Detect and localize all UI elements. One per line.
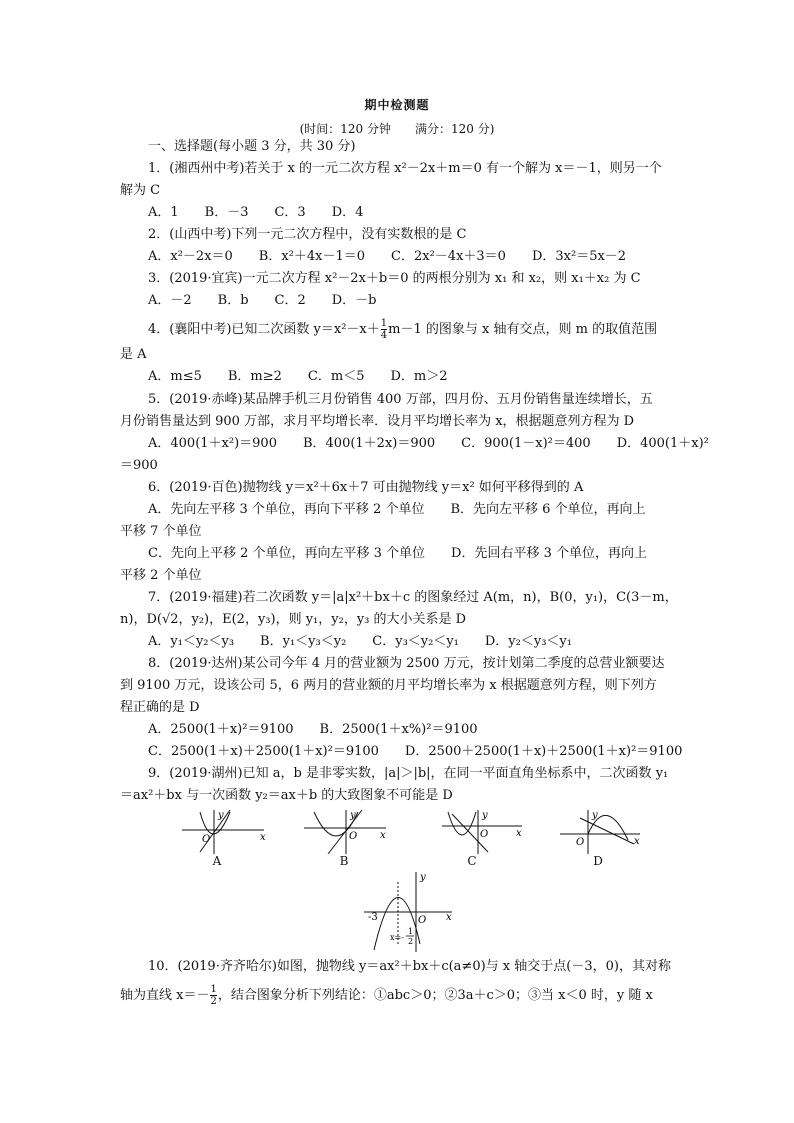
graph-c-label: C [467, 854, 477, 868]
graph-q10-sym-den: 2 [408, 937, 414, 946]
q7-stem-cont: n)，D(√2，y₂)，E(2，y₃)，则 y₁，y₂，y₃ 的大小关系是 D [120, 612, 467, 627]
graph-q10-y-label: y [420, 872, 426, 883]
q4-stem-cont: 是 A [120, 347, 147, 362]
q4-fraction [381, 318, 387, 341]
q1-options: A．1 B．－3 C．3 D．4 [148, 205, 364, 220]
q6-stem: 6．(2019·百色)抛物线 y＝x²＋6x＋7 可由抛物线 y＝x² 如何平移得到的 A [148, 480, 584, 495]
graph-c-origin: O [480, 829, 489, 840]
graph-a-line [200, 810, 230, 852]
graph-b [300, 808, 392, 856]
q10-stem: 10．(2019·齐齐哈尔)如图，抛物线 y＝ax²＋bx＋c(a≠0)与 x 轴交于点(－3，0)，其对称 [148, 959, 671, 974]
graph-d-label: D [593, 854, 603, 868]
graph-a-x-label: x [260, 832, 266, 843]
graph-c-parabola [448, 812, 476, 835]
q9-stem-cont: ＝ax²＋bx 与一次函数 y₂＝ax＋b 的大致图象不可能是 D [120, 788, 453, 803]
graph-c-y-label: y [482, 810, 488, 821]
q4-frac-num: 1 [380, 318, 388, 329]
section-heading: 一、选择题(每小题 3 分，共 30 分) [148, 139, 356, 154]
q8-stem: 8．(2019·达州)某公司今年 4 月的营业额为 2500 万元，按计划第二季度的总营业额要达 [148, 656, 665, 671]
q8-stem-cont2: 程正确的是 D [120, 700, 200, 715]
q8-options-ab: A．2500(1＋x)²＝9100 B．2500(1＋x%)²＝9100 [148, 722, 478, 737]
q9-stem: 9．(2019·湖州)已知 a，b 是非零实数，|a|＞|b|，在同一平面直角坐标系中，二次函数 y₁ [148, 766, 669, 781]
graph-d-origin: O [576, 837, 585, 848]
q2-stem: 2．(山西中考)下列一元二次方程中，没有实数根的是 C [148, 227, 467, 242]
graph-d-x-label: x [634, 836, 640, 847]
q10-fraction [210, 984, 216, 1007]
q2-options: A．x²－2x＝0 B．x²＋4x－1＝0 C．2x²－4x＋3＝0 D．3x²＝5x－2 [148, 249, 627, 264]
q10-frac-den: 2 [210, 996, 217, 1007]
graph-d [556, 808, 648, 856]
graph-d-y-label: y [592, 810, 598, 821]
q6-option-ab: A．先向左平移 3 个单位，再向下平移 2 个单位 B．先向左平移 6 个单位，再向上 [148, 502, 646, 517]
q8-options-cd: C．2500(1＋x)＋2500(1＋x)²＝9100 D．2500＋2500(1＋x)＋2500(1＋x)²＝9100 [148, 744, 683, 759]
graph-q10-minus3: -3 [368, 912, 378, 923]
q6-option-cd: C．先向上平移 2 个单位，再向左平移 3 个单位 D．先回右平移 3 个单位，再向上 [148, 546, 647, 561]
q4-stem-pre: 4．(襄阳中考)已知二次函数 y＝x²－x＋ [148, 322, 380, 337]
graph-q10 [360, 870, 460, 954]
q5-stem: 5．(2019·赤峰)某品牌手机三月份销售 400 万部，四月份、五月份销售量连续增长，五 [148, 392, 653, 407]
graph-a-label: A [212, 854, 222, 868]
q1-stem: 1．(湘西州中考)若关于 x 的一元二次方程 x²－2x＋m＝0 有一个解为 x＝－1，则另一个 [148, 161, 662, 176]
graph-b-label: B [339, 854, 349, 868]
q10-stem-cont [120, 984, 680, 1007]
q4-options: A．m≤5 B．m≥2 C．m＜5 D．m＞2 [148, 369, 448, 384]
q3-stem: 3．(2019·宜宾)一元二次方程 x²－2x＋b＝0 的两根分别为 x₁ 和 x₂，则 x₁＋x₂ 为 C [148, 271, 641, 286]
q6-option-ab-cont: 平移 7 个单位 [120, 524, 202, 539]
graph-a-origin: O [202, 834, 211, 845]
q4-stem [148, 318, 708, 341]
graph-b-origin: O [349, 831, 358, 842]
page-title: 期中检测题 [364, 98, 430, 112]
graph-b-y-label: y [350, 810, 356, 821]
graph-q10-sym-num: 1 [408, 927, 414, 936]
q3-options: A．－2 B．b C．2 D．－b [148, 293, 377, 308]
q7-options: A．y₁＜y₂＜y₃ B．y₁＜y₃＜y₂ C．y₃＜y₂＜y₁ D．y₂＜y₃＜y₁ [148, 634, 572, 649]
graph-q10-x-label: x [446, 912, 452, 923]
graph-q10-origin: O [418, 915, 427, 926]
graph-c-x-label: x [516, 828, 522, 839]
graph-q10-parabola [374, 897, 420, 950]
q10-stem-post: ，结合图象分析下列结论：①abc＞0；②3a＋c＞0；③当 x＜0 时，y 随 x [217, 988, 653, 1003]
graph-q10-sym-pre: x=- [390, 933, 404, 942]
q10-frac-num: 1 [210, 984, 217, 995]
exam-info: (时间：120 分钟 满分：120 分) [299, 122, 495, 136]
q5-options-cont: ＝900 [120, 458, 158, 473]
q5-stem-cont: 月份销售量达到 900 万部，求月平均增长率．设月平均增长率为 x，根据题意列方程为 D [120, 414, 635, 429]
graph-a [178, 808, 270, 856]
q5-options: A．400(1＋x²)＝900 B．400(1＋2x)＝900 C．900(1－x)²＝400 D．400(1＋x)² [148, 436, 709, 451]
q6-option-cd-cont: 平移 2 个单位 [120, 568, 202, 583]
q4-stem-post: m－1 的图象与 x 轴有交点，则 m 的取值范围 [388, 322, 658, 337]
graph-a-y-label: y [218, 810, 224, 821]
q8-stem-cont: 到 9100 万元，设该公司 5，6 两月的营业额的月平均增长率为 x 根据题意列方程，则下列方 [120, 678, 657, 693]
q7-stem: 7．(2019·福建)若二次函数 y＝|a|x²＋bx＋c 的图象经过 A(m，n)，B(0，y₁)，C(3－m， [148, 590, 678, 605]
graph-c [438, 808, 530, 856]
graph-b-x-label: x [380, 830, 386, 841]
q1-stem-cont: 解为 C [120, 183, 161, 198]
q10-stem-pre: 轴为直线 x＝－ [120, 988, 210, 1003]
q4-frac-den: 4 [380, 330, 388, 341]
